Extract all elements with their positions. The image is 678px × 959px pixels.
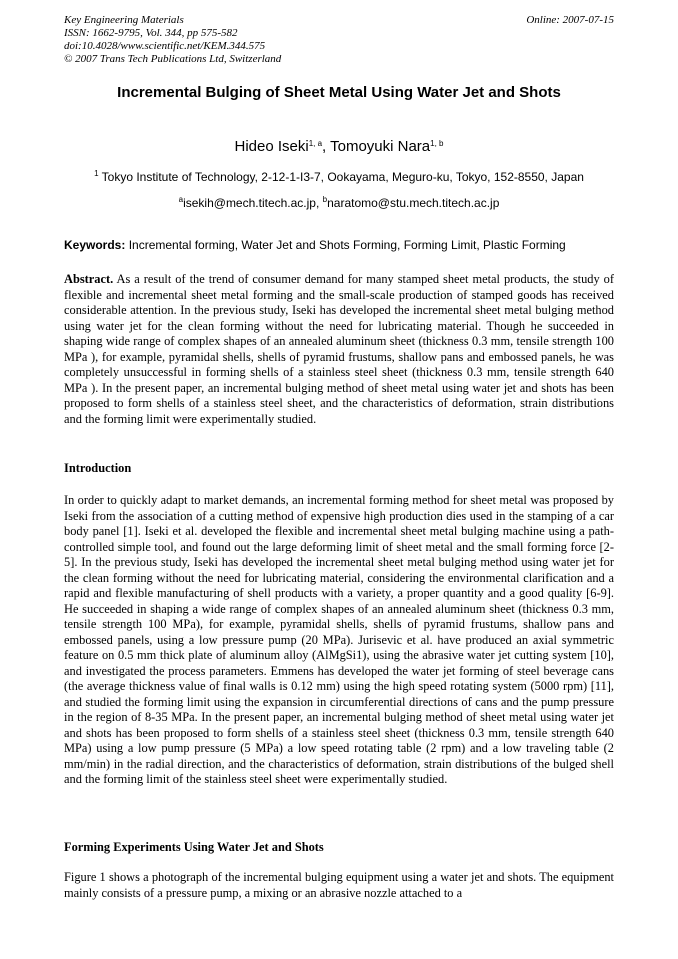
author-affiliation-mark: 1, b bbox=[430, 139, 444, 148]
author-line bbox=[40, 138, 638, 156]
affiliation-mark: 1 bbox=[94, 169, 99, 178]
author-name: Tomoyuki Nara bbox=[330, 138, 431, 155]
email-mark: a bbox=[178, 195, 184, 204]
email-separator: , bbox=[315, 196, 323, 210]
affiliation-text: Tokyo Institute of Technology, 2-12-1-I3-7, Ookayama, Meguro-ku, Tokyo, 152-8550, Japan bbox=[98, 170, 584, 184]
page-header bbox=[64, 14, 614, 66]
author-separator: , bbox=[322, 138, 331, 155]
paper-title: Incremental Bulging of Sheet Metal Using Water Jet and Shots bbox=[117, 84, 561, 101]
section-heading-forming-experiments: Forming Experiments Using Water Jet and Shots bbox=[64, 840, 324, 854]
email-link[interactable]: isekih@mech.titech.ac.jp bbox=[183, 196, 316, 210]
abstract-label: Abstract. bbox=[64, 272, 114, 286]
introduction-paragraph: In order to quickly adapt to market demands, an incremental forming method for sheet metal was proposed by Iseki from the association of a cutting method of expensive high production dies used in the stamping of a car body panel [1]. Iseki et al. developed the flexible and incremental sheet metal bulging machine using a path-controlled simple tool, and found out the large deforming limit of sheet metal and the small forming force [2-5]. In the previous study, Iseki has developed the incremental sheet metal bulging method using water jet for the clean forming without the need for lubricating material, considering the environmental clarification and a rapid and flexible manufacturing of shell products with a variety, a proper quantity and a good quality [6-9]. He succeeded in shaping a wide range of complex shapes of an annealed aluminum sheet (thickness 0.3 mm, tensile strength 100 MPa), for example, pyramidal shells, shells of pyramid frustums, shallow pans and embossed panels, using a low pressure pump (20 MPa). Jurisevic et al. have produced an axial symmetric feature on 0.5 mm thick plate of aluminum alloy (AlMgSi1), using the abrasive water jet cutting system [10], and investigated the process parameters. Emmens has developed the water jet forming of steel beverage cans (the average thickness value of final walls is 0.12 mm) using the high speed rotating system (5000 rpm) [11], and studied the forming limit using the expansion in circumferential directions of cans and the pump pressure in the region of 8-35 MPa. In the present paper, an incremental bulging method of sheet metal using water jet and shots has been proposed to form shells of a stainless steel sheet (thickness 0.3 mm, tensile strength 640 MPa) using a low pump pressure (5 MPa) a low speed rotating table (2 rpm) and a low traveling table (2 mm/min) in the radial direction, and the characteristics of deformation, strain distributions of the bulged shell and the forming limit of the stainless steel sheet were experimentally studied. bbox=[64, 493, 614, 786]
journal-name: Key Engineering Materials bbox=[64, 14, 184, 26]
abstract bbox=[64, 272, 614, 427]
issn-line: ISSN: 1662-9795, Vol. 344, pp 575-582 bbox=[64, 27, 238, 39]
author-affiliation-mark: 1, a bbox=[308, 139, 323, 148]
keywords bbox=[64, 238, 614, 253]
online-date: Online: 2007-07-15 bbox=[526, 14, 614, 26]
keywords-text: Incremental forming, Water Jet and Shots Forming, Forming Limit, Plastic Forming bbox=[125, 238, 566, 252]
section-heading-introduction: Introduction bbox=[64, 461, 132, 475]
keywords-label: Keywords: bbox=[64, 238, 126, 252]
email-link[interactable]: naratomo@stu.mech.titech.ac.jp bbox=[327, 196, 500, 210]
abstract-text: As a result of the trend of consumer demand for many stamped sheet metal products, the study of flexible and incremental sheet metal forming and the small-scale production of stamped goods has received considerable attention. In the previous study, Iseki has developed the incremental sheet metal bulging method using water jet for the clean forming without the need for lubricating material. Though he succeeded in shaping wide range of complex shapes of an annealed aluminum sheet (thickness 0.3 mm, tensile strength 100 MPa ), for example, pyramidal shells, shells of pyramid frustums, shallow pans and embossed panels, he was completely unsuccessful in forming shells of a stainless steel sheet (thickness 0.3 mm, tensile strength 640 MPa ). In the present paper, an incremental bulging method of sheet metal using water jet and shots has been proposed to form shells of a stainless steel sheet, and the characteristics of deformation, strain distributions and the forming limit were experimentally studied. bbox=[64, 272, 614, 426]
forming-paragraph: Figure 1 shows a photograph of the incremental bulging equipment using a water jet and shots. The equipment mainly consists of a pressure pump, a mixing or an abrasive nozzle attached to a bbox=[64, 870, 614, 900]
affiliation bbox=[40, 170, 638, 185]
copyright-line: © 2007 Trans Tech Publications Ltd, Switzerland bbox=[64, 53, 282, 65]
doi-line: doi:10.4028/www.scientific.net/KEM.344.575 bbox=[64, 40, 266, 52]
email-line bbox=[40, 196, 638, 211]
email-mark: b bbox=[322, 195, 328, 204]
author-name: Hideo Iseki bbox=[234, 138, 309, 155]
